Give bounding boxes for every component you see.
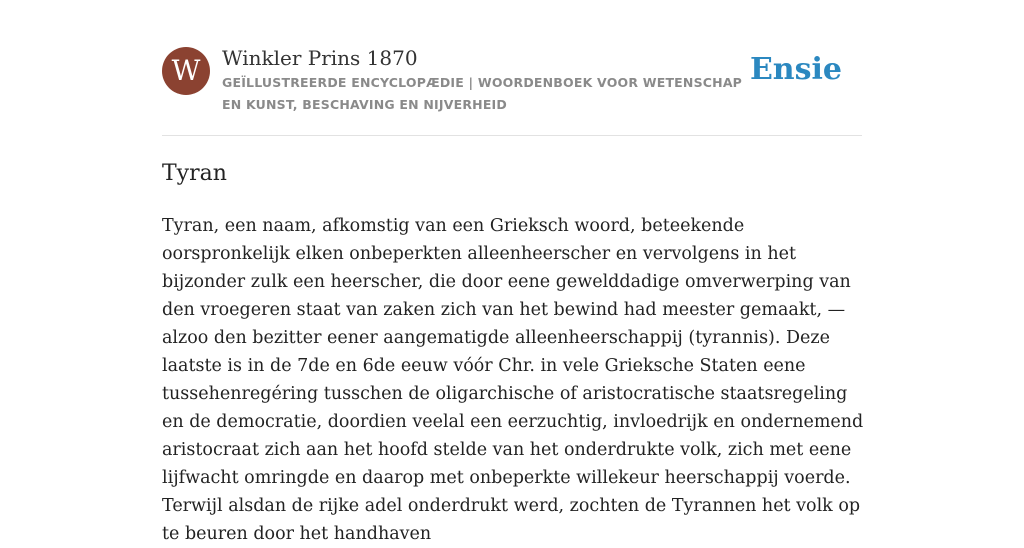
avatar[interactable]: W <box>162 47 210 95</box>
article-title: Tyran <box>162 161 227 186</box>
source-title-link[interactable]: Winkler Prins 1870 <box>222 46 418 70</box>
source-header <box>162 46 862 116</box>
ensie-logo[interactable]: Ensie <box>749 52 842 87</box>
source-subtitle: GEÏLLUSTREERDE ENCYCLOPÆDIE | WOORDENBOEK VOOR WETENSCHAP EN KUNST, BESCHAVING EN NIJVERHEID <box>222 75 743 112</box>
header-divider <box>162 135 862 136</box>
article-body: Tyran, een naam, afkomstig van een Grieksch woord, beteekende oorspronkelijk elken onbeperkten alleenheerscher en vervolgens in het bijzonder zulk een heerscher, die door eene gewelddadige omverwerping van den vroegeren staat van zaken zich van het bewind had meester gemaakt, — alzoo den bezitter eener aangematigde alleenheerschappij (tyrannis). Deze laatste is in de 7de en 6de eeuw vóór Chr. in vele Grieksche Staten eene tussehenregéring tusschen de oligarchische of aristocratische staatsregeling en de democratie, doordien veelal een eerzuchtig, invloedrijk en ondernemend aristocraat zich aan het hoofd stelde van het onderdrukte volk, zich met eene lijfwacht omringde en daarop met onbeperkte willekeur heerschappij voerde. Terwijl alsdan de rijke adel onderdrukt werd, zochten de Tyrannen het volk op te beuren door het handhaven <box>162 216 864 544</box>
